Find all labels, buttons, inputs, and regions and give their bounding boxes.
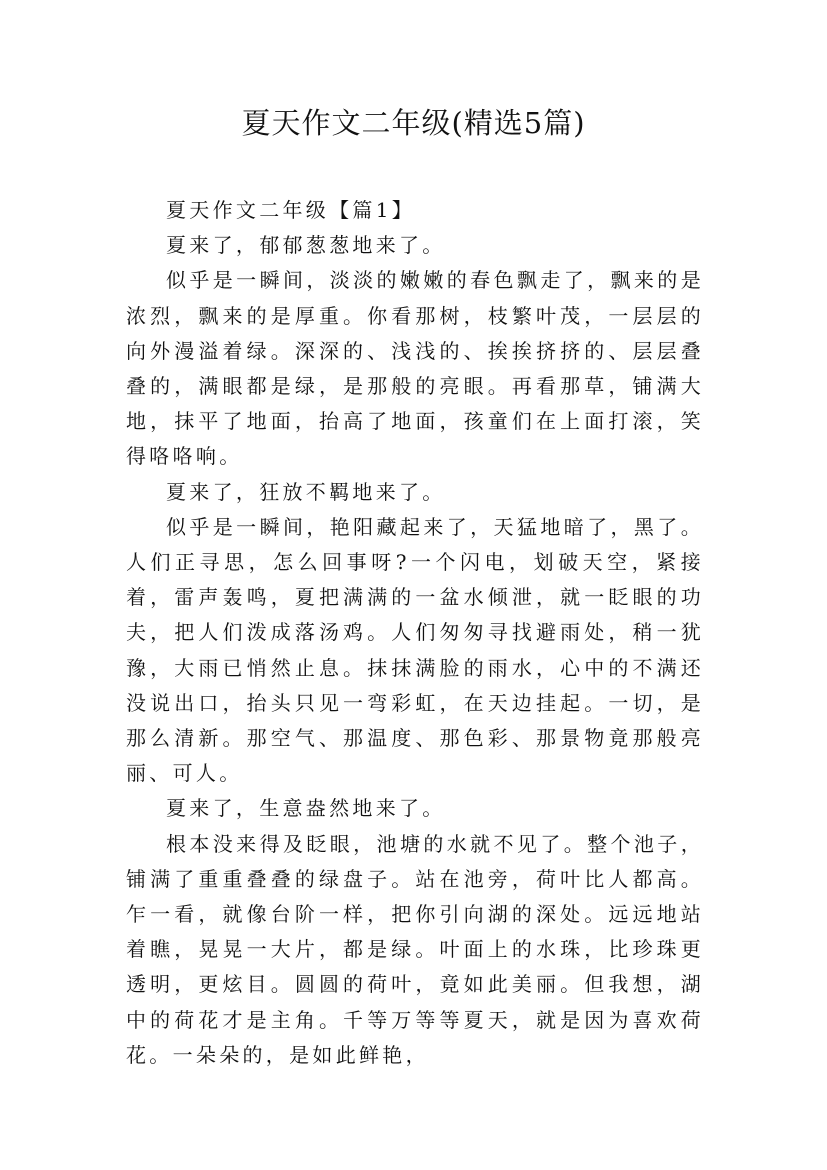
document-body xyxy=(126,193,704,1073)
section-heading: 夏天作文二年级【篇1】 xyxy=(166,198,416,222)
paragraph: 夏来了，郁郁葱葱地来了。 xyxy=(166,233,446,258)
document-title: 夏天作文二年级(精选5篇) xyxy=(241,106,586,140)
paragraph: 根本没来得及眨眼，池塘的水就不见了。整个池子，铺满了重重叠叠的绿盘子。站在池旁，荷叶比人都高。乍一看，就像台阶一样，把你引向湖的深处。远远地站着瞧，晃晃一大片，都是绿。叶面上的水珠，比珍珠更透明，更炫目。圆圆的荷叶，竟如此美丽。但我想，湖中的荷花才是主角。千等万等等夏天，就是因为喜欢荷花。一朵朵的，是如此鲜艳， xyxy=(126,831,704,1067)
paragraph: 似乎是一瞬间，艳阳藏起来了，天猛地暗了，黑了。人们正寻思，怎么回事呀?一个闪电，划破天空，紧接着，雷声轰鸣，夏把满满的一盆水倾泄，就一眨眼的功夫，把人们泼成落汤鸡。人们匆匆寻找避雨处，稍一犹豫，大雨已悄然止息。抹抹满脸的雨水，心中的不满还没说出口，抬头只见一弯彩虹，在天边挂起。一切，是那么清新。那空气、那温度、那色彩、那景物竟那般亮丽、可人。 xyxy=(126,514,704,786)
paragraph: 夏来了，生意盎然地来了。 xyxy=(166,796,446,821)
paragraph: 夏来了，狂放不羁地来了。 xyxy=(166,479,446,504)
paragraph: 似乎是一瞬间，淡淡的嫩嫩的春色飘走了，飘来的是浓烈，飘来的是厚重。你看那树，枝繁叶茂，一层层的向外漫溢着绿。深深的、浅浅的、挨挨挤挤的、层层叠叠的，满眼都是绿，是那般的亮眼。再看那草，铺满大地，抹平了地面，抬高了地面，孩童们在上面打滚，笑得咯咯响。 xyxy=(126,268,704,469)
